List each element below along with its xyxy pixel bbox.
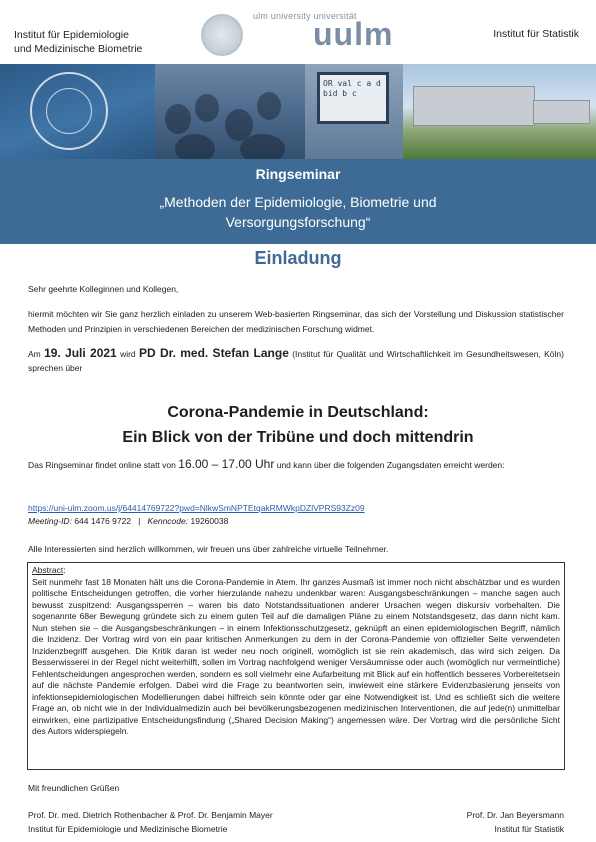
banner-screen: OR val c a d bid b c (317, 72, 389, 124)
signature-right-institute: Institut für Statistik (494, 824, 564, 834)
zoom-link[interactable]: https://uni-ulm.zoom.us/j/64414769722?pwd=NlkwSmNPTEtqakRMWkpDZlVPRS93Zz09 (28, 503, 365, 513)
banner-screen-photo (305, 64, 403, 159)
seminar-title-band (0, 159, 596, 244)
signature-left-institute: Institut für Epidemiologie und Medizinische Biometrie (28, 824, 228, 834)
header-institute-left (14, 28, 142, 56)
header-left-line1: Institut für Epidemiologie (14, 29, 129, 41)
closing-greeting: Mit freundlichen Grüßen (28, 783, 120, 793)
abstract-box: Abstract: Seit nunmehr fast 18 Monaten hält uns die Corona-Pandemie in Atem. Ihr ganzes Ausmaß ist immer noch nicht abschätzbar und es wurden politische Entscheidungen getroffen, die vorher hierzulande nahezu undenkbar waren: Ausgangsbeschränkungen – manche sagen auch bewusst zuspitzend: Ausgangssperren – waren bis dato Notstandssituationen anderer Ursachen wegen diskursiv vorbehalten. Die sogenannte 68er Bewegung gründete sich zu einem guten Teil auf die damaligen Pläne zu einem Notstandsgesetz, das dann nicht kam. Nun stehen sie – die Ausgangsbeschränkungen – in einem Infektionsschutzgesetz, geknüpft an einen epidemiologischen Begriff, nämlich die Inzidenz. Der Vortrag wird von ein paar kritischen Anmerkungen zu dem in der Corona-Pandemie von offizieller Seite verwendeten Inzidenzbegriff ausgehen. Die Kritik daran ist weder neu noch originell, womöglich ist sie rein akademisch, das wird sich zeigen. Da Besserwisserei in der Regel nicht weiterhilft, sollen im Vortrag nachfolgend weniger Versäumnisse oder auch (womöglich nur vermeintliche) Fehlentscheidungen angesprochen werden, sondern es soll vielmehr eine Aufarbeitung mit Blick auf ein hoffentlich besseres Vorbereitetsein auf die nächste Pandemie erfolgen. Dabei wird die Frage zu beantworten sein, inwieweit eine stärkere Evidenzbasierung jenseits von infektionsepidemiologischen Modellierungen dabei hilfreich sein könnte oder gar eine Notwendigkeit ist. Und es schließt sich die weitere Frage an, ob nicht wie in der Individualmedizin auch bei bevölkerungsbezogenen medizinischen Interventionen, die auf jede(n) unmittelbar einwirken, eine partizipative Entscheidungsfindung („Shared Decision Making“) angemessen wäre. Der Vortrag wird die persönliche Sicht des Autors widerspiegeln. (27, 562, 565, 770)
photo-banner (0, 64, 596, 159)
banner-crowd-photo (155, 64, 305, 159)
seminar-time: 16.00 – 17.00 Uhr (178, 457, 275, 471)
abstract-heading: Abstract (32, 565, 64, 575)
banner-campus-photo (403, 64, 596, 159)
university-seal-large-icon (30, 72, 108, 150)
university-name-small: ulm university universität (253, 11, 357, 21)
uulm-logo: uulm (313, 16, 394, 52)
meeting-details: Meeting-ID: 644 1476 9722 | Kenncode: 19260038 (28, 516, 229, 526)
seminar-date: 19. Juli 2021 (44, 346, 117, 360)
signature-left (28, 808, 273, 836)
header-institute-right: Institut für Statistik (493, 28, 579, 40)
salutation: Sehr geehrte Kolleginnen und Kollegen, (28, 284, 179, 294)
university-seal-icon (201, 14, 243, 56)
speaker-paragraph: Am 19. Juli 2021 wird PD Dr. med. Stefan Lange (Institut für Qualität und Wirtschaftlichkeit im Gesundheitswesen, Köln) sprechen über (28, 346, 564, 373)
meeting-id: 644 1476 9722 (74, 516, 132, 526)
talk-title: Corona-Pandemie in Deutschland: Ein Blick von der Tribüne und doch mittendrin (122, 404, 474, 446)
header-left-line2: und Medizinische Biometrie (14, 43, 143, 55)
intro-paragraph: hiermit möchten wir Sie ganz herzlich einladen zu unserem Web-basierten Ringseminar, das sich der Vorstellung und Diskussion statistischer Methoden und Prinzipien in verschiedenen Bereichen der medizinischen Forschung widmet. (28, 309, 564, 334)
signature-left-names: Prof. Dr. med. Dietrich Rothenbacher & Prof. Dr. Benjamin Mayer (28, 810, 273, 820)
banner-seal-panel (0, 64, 155, 159)
series-label: Ringseminar (255, 166, 341, 182)
kenncode: 19260038 (190, 516, 229, 526)
welcome-text: Alle Interessierten sind herzlich willkommen, wir freuen uns über zahlreiche virtuelle Teilnehmer. (28, 544, 389, 554)
signature-right-name: Prof. Dr. Jan Beyersmann (466, 810, 564, 820)
abstract-text: Seit nunmehr fast 18 Monaten hält uns die Corona-Pandemie in Atem. Ihr ganzes Ausmaß ist immer noch nicht abschätzbar und es wurden politische Entscheidungen getroffen, die vorher hierzulande nahezu undenkbar waren: Ausgangsbeschränkungen – manche sagen auch bewusst zuspitzend: Ausgangssperren – waren bis dato Notstandssituationen anderer Ursachen wegen diskursiv vorbehalten. Die sogenannte 68er Bewegung gründete sich zu einem guten Teil auf die damaligen Pläne zu einem Notstandsgesetz, das dann nicht kam. Nun stehen sie – die Ausgangsbeschränkungen – in einem Infektionsschutzgesetz, geknüpft an einen epidemiologischen Begriff, nämlich die Inzidenz. Der Vortrag wird von ein paar kritischen Anmerkungen zu dem in der Corona-Pandemie von offizieller Seite verwendeten Inzidenzbegriff ausgehen. Die Kritik daran ist weder neu noch originell, womöglich ist sie rein akademisch, das wird sich zeigen. Da Besserwisserei in der Regel nicht weiterhilft, sollen im Vortrag nachfolgend weniger Versäumnisse oder auch (womöglich nur vermeintliche) Fehlentscheidungen angesprochen werden, sondern es soll vielmehr eine Aufarbeitung mit Blick auf ein hoffentlich besseres Vorbereitetsein auf die nächste Pandemie erfolgen. Dabei wird die Frage zu beantworten sein, inwieweit eine stärkere Evidenzbasierung jenseits von infektionsepidemiologischen Modellierungen dabei hilfreich sein könnte oder gar eine Notwendigkeit ist. Und es schließt sich die weitere Frage an, ob nicht wie in der Individualmedizin auch bei bevölkerungsbezogenen medizinischen Interventionen, die auf jede(n) unmittelbar einwirken, eine partizipative Entscheidungsfindung („Shared Decision Making“) angemessen wäre. Der Vortrag wird die persönliche Sicht des Autors widerspiegeln. (32, 576, 560, 736)
series-title: „Methoden der Epidemiologie, Biometrie und Versorgungsforschung“ (159, 194, 437, 230)
speaker-name: PD Dr. med. Stefan Lange (138, 346, 289, 360)
signature-right (467, 808, 564, 836)
invitation-heading: Einladung (254, 248, 342, 268)
online-paragraph: Das Ringseminar findet online statt von 16.00 – 17.00 Uhr und kann über die folgenden Zugangsdaten erreicht werden: (28, 457, 505, 471)
